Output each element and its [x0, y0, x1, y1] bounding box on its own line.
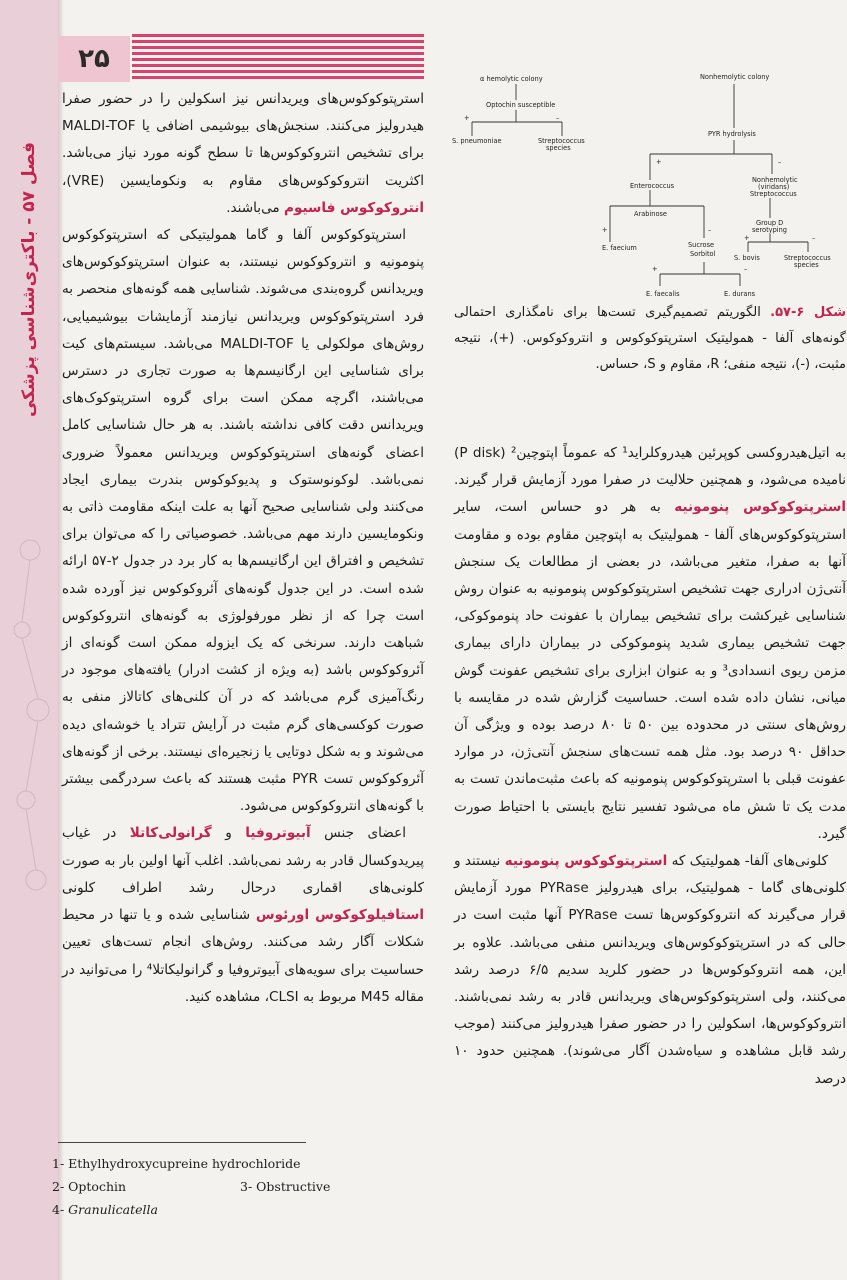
header-stripes	[132, 34, 424, 84]
node-alpha-hemolytic: α hemolytic colony	[480, 75, 543, 83]
sign-minus: –	[556, 114, 560, 122]
sign-plus: +	[602, 226, 608, 234]
left-text-column	[62, 86, 424, 1011]
sign-plus: +	[744, 234, 750, 242]
sign-minus: –	[708, 226, 712, 234]
highlight-term: آبیوتروفیا	[245, 825, 311, 842]
highlight-term: انتروکوکوس فاسیوم	[284, 199, 424, 216]
figure-caption	[454, 300, 846, 378]
highlight-term: استرپتوکوکوس پنومونیه	[674, 499, 846, 516]
sign-minus: –	[778, 158, 782, 166]
chapter-title: فصل ۵۷ - باکتری‌شناسی پزشکی	[19, 142, 39, 418]
node-serotyping: serotyping	[752, 226, 787, 234]
footnote-4: Granulicatella	[68, 1202, 158, 1217]
node-optochin: Optochin susceptible	[486, 101, 556, 109]
paragraph: کلونی‌های آلفا- همولیتیک که استرپتوکوکوس پنومونیه نیستند و کلونی‌های گاما - همولیتیک، برای هیدرولیز PYRase مورد آزمایش قرار می‌گیرند که انتروکوکوس‌ها تست PYRase آنها مثبت است در حالی که در استرپتوکوکوس‌های ویریدانس منفی می‌باشد. علاوه بر این، همه انتروکوکوس‌ها در حضور کلرید سدیم ۶/۵ درصد رشد می‌کنند، ولی استرپتوکوکوس‌های ویریدانس قادر به رشد نمی‌باشند. انتروکوکوس‌ها، اسکولین را در حضور صفرا هیدرولیز می‌کنند (موجب رشد قابل مشاهده و سیاه‌شدن آگار می‌شوند). همچنین حدود ۱۰ درصد	[454, 853, 847, 1087]
node-strep-species-1: Streptococcus	[538, 137, 585, 145]
identification-algorithm-figure	[452, 62, 847, 298]
node-pyr-hydrolysis: PYR hydrolysis	[708, 130, 756, 138]
footnotes	[52, 1152, 452, 1221]
node-group-d: Group D	[756, 219, 784, 227]
sign-minus: –	[744, 265, 748, 273]
node-streptococcus: Streptococcus	[750, 190, 797, 198]
sign-plus: +	[656, 158, 662, 166]
highlight-term: گرانولی‌کاتلا	[129, 825, 212, 842]
footnote-divider	[58, 1142, 306, 1143]
node-enterococcus: Enterococcus	[630, 182, 675, 190]
page-number-box	[58, 36, 130, 82]
flowchart	[452, 62, 847, 298]
footnote-1: 1- Ethylhydroxycupreine hydrochloride	[52, 1156, 301, 1171]
node-strep-species-2b: species	[794, 261, 819, 269]
node-viridans: (viridans)	[758, 183, 790, 191]
paragraph: به اتیل‌هیدروکسی کوپرئین هیدروکلراید¹ که عموماً اپتوچین² (P disk) نامیده می‌شود، و همچنین حلالیت در صفرا مورد آزمایش قرار گیرند. استرپتوکوکوس پنومونیه به هر دو حساس است، سایر استرپتوکوکوس‌های آلفا - همولیتیک به اپتوچین مقاوم بوده و مقاومت آنها به صفرا، متغیر می‌باشد، در بعضی از مطالعات یک سنجش آنتی‌ژن ادراری جهت تشخیص استرپتوکوکوس پنومونیه به عنوان روش شناسایی غیرکشت برای تشخیص بیماران با عفونت حاد پنوموکوکی، جهت تشخیص بیماری شدید پنوموکوکی در بیماران دارای بیماری مزمن ریوی انسدادی³ و به عنوان ابزاری برای تشخیص عفونت گوش میانی، نشان داده شده است. حساسیت گزارش شده در مقایسه با روش‌های سنتی در محدوده بین ۵۰ تا ۸۰ درصد بوده و ویژگی آن حداقل ۹۰ درصد بود. مثل همه تست‌های سنجش آنتی‌ژن، در موارد عفونت قبلی با استرپتوکوکوس پنومونیه که باعث مثبت‌ماندن تست به مدت یک تا شش ماه می‌شود تفسیر نتایج بایستی با احتیاط صورت گیرد.	[454, 445, 847, 842]
node-e-durans: E. durans	[724, 290, 756, 298]
figure-label: شکل ۶-۵۷.	[770, 305, 846, 320]
node-s-pneumoniae: S. pneumoniae	[452, 137, 502, 145]
chapter-title-vertical	[4, 130, 54, 430]
highlight-term: استافیلوکوکوس اورئوس	[255, 907, 424, 924]
paragraph: استرپتوکوکوس‌های ویریدانس نیز اسکولین را در حضور صفرا هیدرولیز می‌کنند. سنجش‌های بیوشیمی اضافی یا MALDI-TOF برای تشخیص انتروکوکوس‌ها تا سطح گونه مورد نیاز می‌باشد. اکثریت انتروکوکوس‌های مقاوم به ونکومایسین (VRE)، انتروکوکوس فاسیوم می‌باشند.	[62, 91, 424, 216]
highlight-term: استرپتوکوکوس پنومونیه	[504, 853, 668, 870]
page-number: ۲۵	[78, 44, 110, 74]
footnote-2: 2- Optochin	[52, 1179, 127, 1194]
node-s-bovis: S. bovis	[734, 254, 760, 262]
figure-caption-text: الگوریتم تصمیم‌گیری تست‌ها برای نامگذاری احتمالی گونه‌های آلفا - همولیتیک استرپتوکوکوس و انتروکوکوس. (+)، نتیجه مثبت، (-)، نتیجه منفی؛ R، مقاوم و S، حساس.	[454, 305, 846, 372]
node-nonhemolytic-strep: Nonhemolytic	[752, 176, 798, 184]
sign-plus: +	[652, 265, 658, 273]
node-sucrose: Sucrose	[688, 241, 715, 249]
node-sorbitol: Sorbitol	[690, 250, 716, 258]
right-text-column	[454, 440, 846, 1093]
paragraph: استرپتوکوکوس آلفا و گاما همولیتیکی که استرپتوکوکوس پنومونیه و انتروکوکوس نیستند، به عنوان استرپتوکوکوس‌های ویریدانس گروه‌بندی می‌شوند. شناسایی همه گونه‌های منحصر به فرد استرپتوکوکوس ویریدانس نیازمند آزمایشات بیوشیمیایی، روش‌های مولکولی یا MALDI-TOF می‌باشد. سیستم‌های کیت برای شناسایی این ارگانیسم‌ها به صورت تجاری در دسترس می‌باشند، اگرچه ممکن است برای گروه استرپتوکوک‌های ویریدانس دقت کافی نداشته باشند. به هر حال شناسایی کامل اعضای گونه‌های استرپتوکوکوس ویریدانس معمولاً ضروری نمی‌باشد. لوکونوستوک و پدیوکوکوس بندرت بیماری ایجاد می‌کنند ولی شناسایی صحیح آنها به علت اینکه مقاومت ذاتی به ونکومایسین دارند مهم می‌باشد. خصوصیاتی را که می‌توان برای تشخیص و افتراق این ارگانیسم‌ها به کار برد در جدول ۲-۵۷ ارائه شده است. در این جدول گونه‌های آئروکوکوس نیز آورده شده است چرا که از نظر مورفولوژی به گونه‌های انتروکوکوس شباهت دارند. سرنخی که یک ایزوله ممکن است گونه‌ای از آئروکوکوس باشد (به ویژه از کشت ادرار) یافته‌های موجود در رنگ‌آمیزی گرم می‌باشد که در آن کلنی‌های کاتالاز منفی به صورت کوکسی‌های گرم مثبت در آرایش تتراد یا خوشه‌ای دیده می‌شوند و به شکل دوتایی یا زنجیره‌ای نیستند. برخی از گونه‌های آئروکوکوس تست PYR مثبت هستند که باعث سردرگمی بیشتر با گونه‌های انتروکوکوس می‌شود.	[62, 227, 425, 815]
sign-plus: +	[464, 114, 470, 122]
footnote-3: 3- Obstructive	[240, 1179, 331, 1194]
node-strep-species-1b: species	[546, 144, 571, 152]
paragraph: اعضای جنس آبیوتروفیا و گرانولی‌کاتلا در غیاب پیریدوکسال قادر به رشد نمی‌باشد. اغلب آنها اولین بار به صورت کلونی‌های اقماری درحال رشد اطراف کلونی استافیلوکوکوس اورئوس شناسایی شده و یا تنها در محیط شکلات آگار رشد می‌کنند. روش‌های انجام تست‌های تعیین حساسیت برای سویه‌های آبیوتروفیا و گرانولیکاتلا⁴ را می‌توانید در مقاله M45 مربوط به CLSI، مشاهده کنید.	[62, 825, 425, 1005]
sign-minus: –	[812, 234, 816, 242]
decorative-molecule-pattern	[8, 520, 52, 960]
node-nonhemolytic: Nonhemolytic colony	[700, 73, 770, 81]
node-e-faecium: E. faecium	[602, 244, 637, 252]
node-strep-species-2: Streptococcus	[784, 254, 831, 262]
node-e-faecalis: E. faecalis	[646, 290, 680, 298]
footnote-4-number: 4-	[52, 1202, 69, 1217]
node-arabinose: Arabinose	[634, 210, 667, 218]
